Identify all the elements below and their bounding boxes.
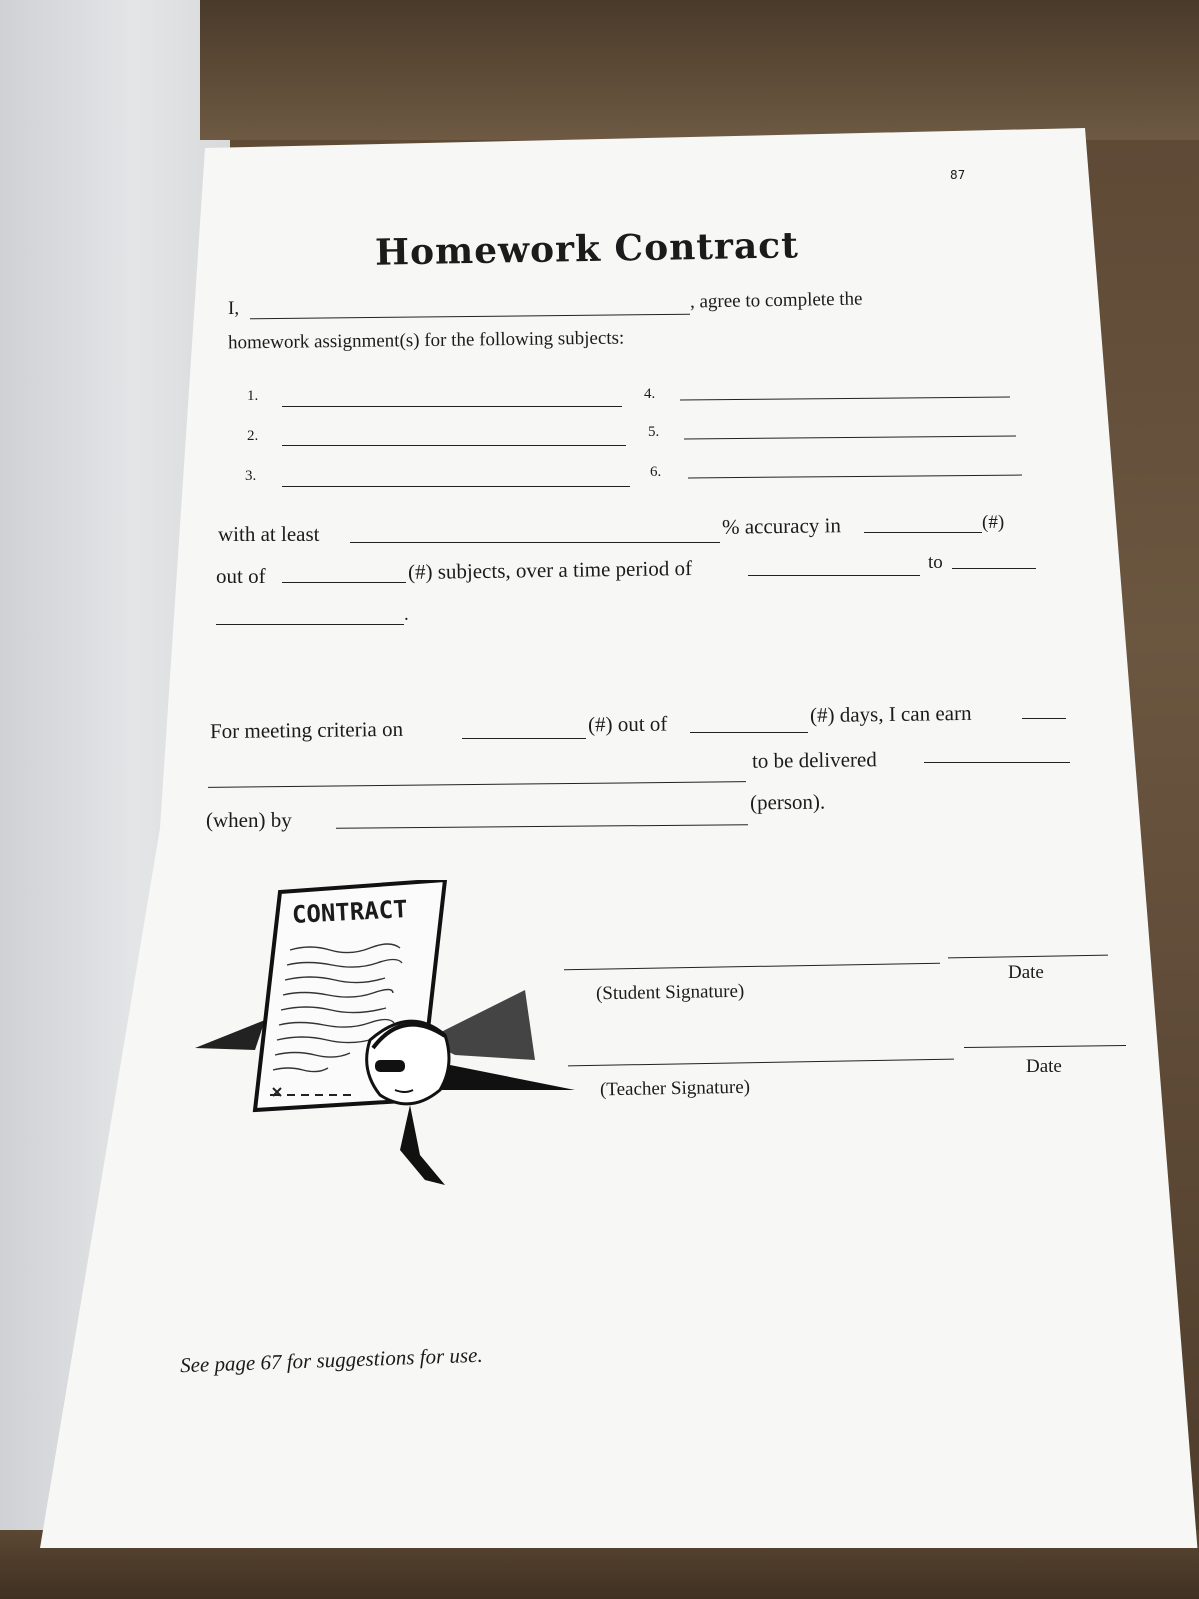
subject-blank-1[interactable] xyxy=(282,406,622,407)
reward-out-of-label: (#) out of xyxy=(587,711,668,737)
subject-blank-2[interactable] xyxy=(282,445,626,446)
out-of-blank[interactable] xyxy=(282,582,406,583)
left-arm-shape xyxy=(195,1020,265,1050)
days-earn-label: (#) days, I can earn xyxy=(809,700,972,728)
intro-prefix: I, xyxy=(228,298,240,319)
out-of-label: out of xyxy=(216,564,266,588)
period-end-blank[interactable] xyxy=(952,568,1036,569)
page-number: 87 xyxy=(950,168,966,182)
when-by-label: (when) by xyxy=(206,808,292,832)
subject-number-1: 1. xyxy=(247,388,259,404)
contract-illustration xyxy=(195,880,575,1220)
intro-line2: homework assignment(s) for the following subjects: xyxy=(227,327,625,354)
delivery-blank[interactable] xyxy=(924,762,1070,763)
subject-blank-3[interactable] xyxy=(282,486,630,487)
subject-number-5: 5. xyxy=(648,424,660,440)
subjects-period-label: (#) subjects, over a time period of xyxy=(407,556,693,584)
with-at-least-label: with at least xyxy=(218,522,320,546)
days-met-blank[interactable] xyxy=(462,738,586,739)
period-start-blank[interactable] xyxy=(748,575,920,576)
subject-number-2: 2. xyxy=(247,428,259,444)
subject-count-blank[interactable] xyxy=(864,532,982,533)
for-meeting-label: For meeting criteria on xyxy=(209,716,404,744)
hash-label-1: (#) xyxy=(982,512,1005,533)
earn-blank-start[interactable] xyxy=(1022,718,1066,719)
contract-heading: CONTRACT xyxy=(291,894,409,930)
person-label: (person). xyxy=(749,789,826,815)
period-end-dot: . xyxy=(404,604,409,625)
period-unit-blank[interactable] xyxy=(216,624,404,625)
subject-number-4: 4. xyxy=(644,386,656,402)
teacher-signature-label: (Teacher Signature) xyxy=(599,1076,751,1101)
subject-number-6: 6. xyxy=(650,464,662,480)
page-title: Homework Contract xyxy=(374,224,800,274)
footer-note: See page 67 for suggestions for use. xyxy=(179,1342,484,1378)
accuracy-label: % accuracy in xyxy=(721,513,842,539)
character-sunglasses xyxy=(375,1060,405,1072)
days-total-blank[interactable] xyxy=(690,732,808,733)
desk-background xyxy=(200,0,1199,140)
subject-number-3: 3. xyxy=(245,468,257,484)
accuracy-blank[interactable] xyxy=(350,542,720,543)
to-be-delivered-label: to be delivered xyxy=(751,747,877,773)
student-signature-label: (Student Signature) xyxy=(595,980,745,1005)
character-tie xyxy=(400,1105,445,1185)
intro-suffix: , agree to complete the xyxy=(689,288,863,313)
student-date-label: Date xyxy=(1008,962,1044,983)
to-label: to xyxy=(928,552,943,573)
teacher-date-label: Date xyxy=(1026,1056,1062,1077)
